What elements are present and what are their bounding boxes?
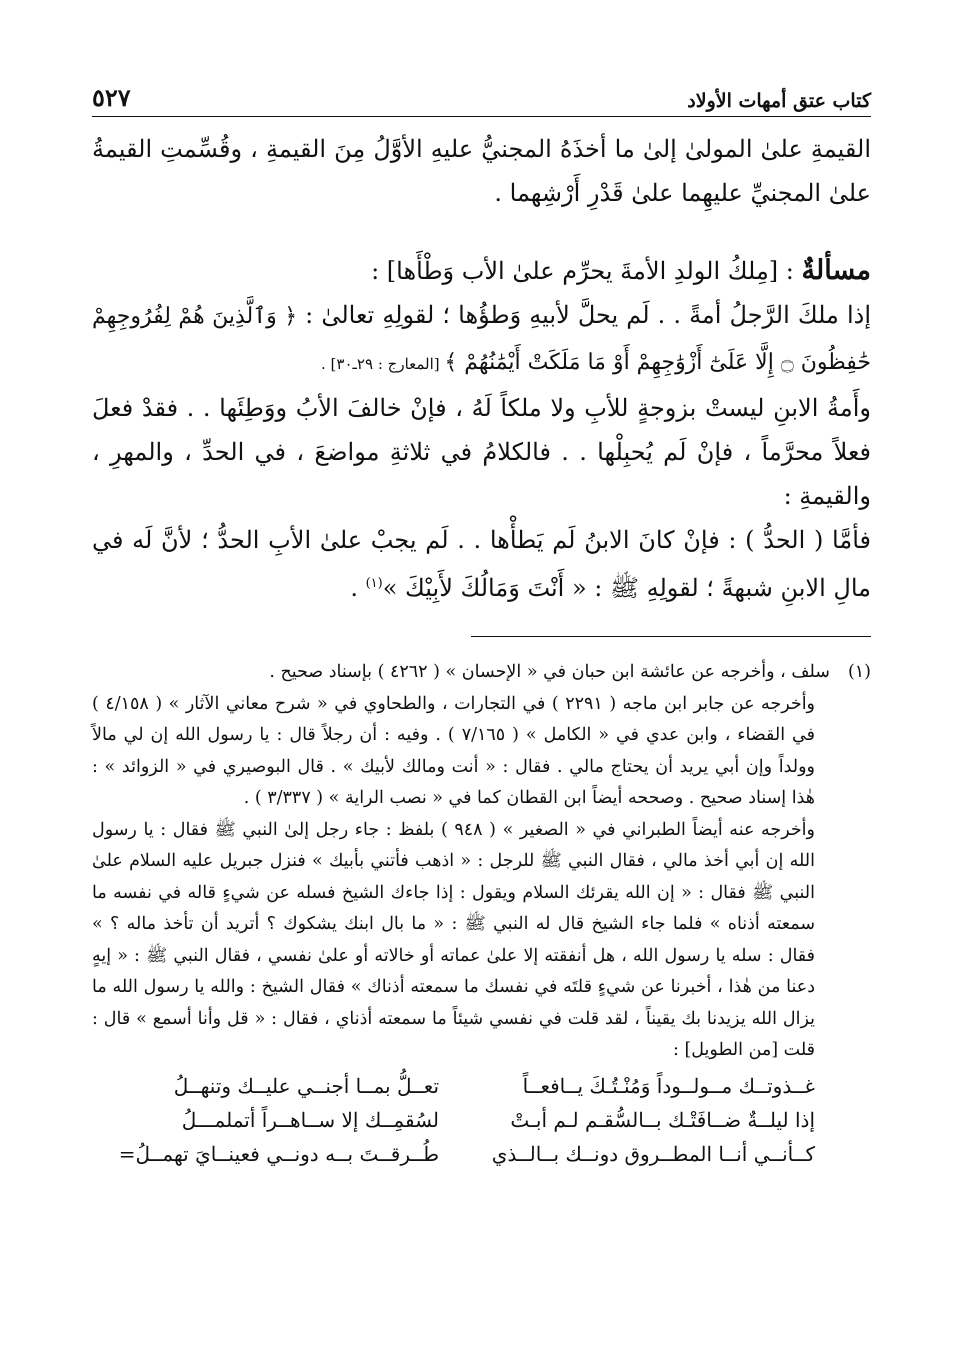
- verse-second-half: طُــرقــتَ بــه دونــي فعينــايَ تهمــلُ=: [118, 1141, 440, 1166]
- quran-verse: ﴿ وَٱلَّذِينَ هُمْ لِفُرُوجِهِمْ حَٰفِظُونَ ۝ إِلَّا عَلَىٰٓ أَزْوَٰجِهِمْ أَوْ مَا مَلَكَتْ أَيْمَٰنُهُمْ ﴾: [92, 304, 871, 375]
- masala-heading: [92, 249, 871, 293]
- paragraph-2: [92, 293, 871, 386]
- verse-second-half: تعــلُّ بمــا أجنــي عليــك وتنهــلُ: [173, 1073, 440, 1098]
- footnotes: [92, 657, 871, 1171]
- poem-verses: [92, 1069, 871, 1171]
- masala-label: مسألةٌ: [801, 255, 871, 286]
- paragraph-4-text: فأمَّا ( الحدُّ ) : فإنْ كانَ الابنُ لَم يَطأْها . . لَم يجبْ علىٰ الأبِ الحدُّ ؛ لأنَّ لَه في مالِ الابنِ شبهةً ؛ لقولِهِ ﷺ : « أَنْتَ وَمَالُكَ لأَبِيْكَ »: [92, 526, 871, 602]
- footnote-separator: [471, 636, 871, 637]
- masala-title: : [مِلكُ الولدِ الأمةَ يحرِّم علىٰ الأب وَطْأَها] :: [371, 257, 802, 285]
- quran-reference: [المعارج : ٢٩ـ٣٠] .: [321, 355, 445, 373]
- footnote-number: (١): [847, 662, 871, 682]
- verse-first-half: كــأنــي أنــا المطــروق دونــك بــالــذي: [491, 1141, 815, 1166]
- paragraph-4-end: .: [350, 574, 366, 602]
- footnote-1-para-3: وأخرجه عنه أيضاً الطبراني في « الصغير » ( ٩٤٨ ) بلفظ : جاء رجل إلىٰ النبي ﷺ فقال : يا رسول الله إن أبي أخذ مالي ، فقال النبي ﷺ للرجل : « اذهب فأتني بأبيك » فنزل جبريل عليه السلام علىٰ النبي ﷺ فقال : « إن الله يقرئك السلام ويقول : إذا جاءك الشيخ فسله عن شيءٍ قاله في نفسه ما سمعته أذناه » فلما جاء الشيخ قال له النبي ﷺ : « ما بال ابنك يشكوك ؟ أتريد أن تأخذ ماله ؟ » فقال : سله يا رسول الله ، هل أنفقته إلا علىٰ عماته أو خالاته أو علىٰ نفسي ، فقال النبي ﷺ : « إيهٍ دعنا من هٰذا ، أخبرنا عن شيءٍ قلتَه في نفسك ما سمعته أذناك » فقال الشيخ : والله يا رسول الله ما يزال الله يزيدنا بك يقيناً ، لقد قلت في نفسي شيئاً ما سمعته أذناي ، فقال : « قل وأنا أسمع » قال : قلت [من الطويل] :: [92, 819, 815, 1060]
- verse-line: [92, 1103, 815, 1137]
- page-number: ٥٢٧: [92, 83, 131, 112]
- footnote-1-first: [92, 657, 871, 689]
- footnote-1-line: سلف ، وأخرجه عن عائشة ابن حبان في « الإحسان » ( ٤٢٦٢ ) بإسناد صحيح .: [269, 662, 830, 682]
- footnote-marker: (١): [365, 576, 383, 591]
- main-text: [92, 127, 871, 610]
- verse-line: [92, 1069, 815, 1103]
- page-header: [92, 82, 871, 117]
- paragraph-4: [92, 518, 871, 610]
- footnote-1-para-2: وأخرجه عن جابر ابن ماجه ( ٢٢٩١ ) في التجارات ، والطحاوي في « شرح معاني الآثار » ( ٤/١٥٨ ) في القضاء ، وابن عدي في « الكامل » ( ٧/١٦٥ ) . وفيه : أن رجلاً قال : يا رسول الله إن لي مالاً وولداً وإن أبي يريد أن يحتاج مالي . فقال : « أنت ومالك لأبيك » . قال البوصيري في « الزوائد » : هٰذا إسناد صحيح . وصححه أيضاً ابن القطان كما في « نصب الراية » ( ٣/٣٣٧ ) .: [92, 693, 816, 808]
- verse-first-half: إذا ليلــةٌ ضــافَتْـك بــالسُّقـم لـم أبـتْ: [510, 1107, 815, 1132]
- verse-first-half: غــذوتــك مــولــوداً وَمُنْـتُـكَ يــافعــاً: [522, 1073, 815, 1098]
- paragraph-2-text: إذا ملكَ الرَّجلُ أمةً . . لَم يحلَّ لأبيهِ وَطؤُها ؛ لقولِهِ تعالىٰ :: [297, 301, 871, 329]
- verse-line: [92, 1137, 815, 1171]
- paragraph-3: وأَمةُ الابنِ ليستْ بزوجةٍ للأبِ ولا ملكاً لَهُ ، فإنْ خالفَ الأبُ ووَطِئَها . . فقدْ فعلَ فعلاً محرَّماً ، فإنْ لَم يُحبِلْها . . فالكلامُ في ثلاثةِ مواضعَ ، في الحدِّ ، والمهرِ ، والقيمةِ :: [92, 394, 871, 510]
- running-title: كتاب عتق أمهات الأولاد: [687, 90, 871, 112]
- verse-second-half: لسُقمِــك إلا ســاهــراً أتملمـــلُ: [181, 1107, 440, 1132]
- paragraph-1: القيمةِ علىٰ المولىٰ إلىٰ ما أخذَهُ المجنيُّ عليهِ الأوَّلُ مِنَ القيمةِ ، وقُسِّمتِ القيمةُ علىٰ المجنيِّ عليهِما علىٰ قَدْرِ أَرْشِهما .: [92, 135, 872, 207]
